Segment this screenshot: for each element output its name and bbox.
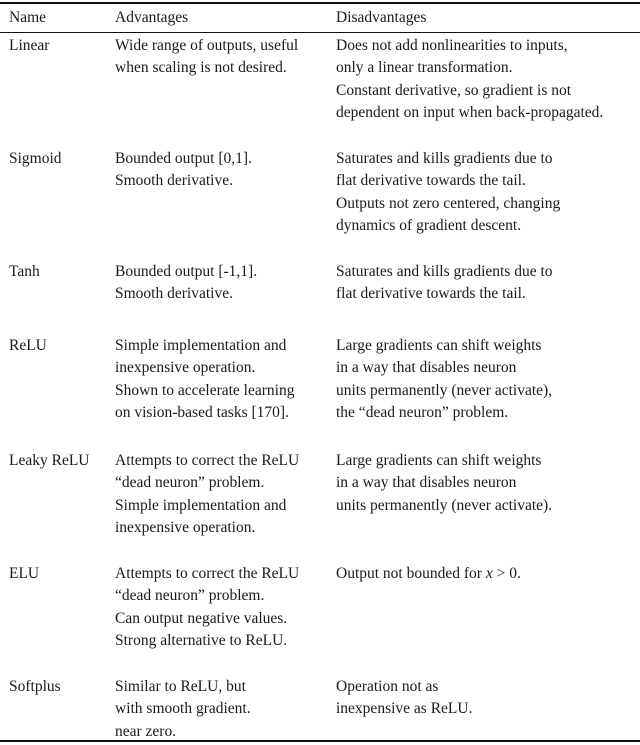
row-disadvantages: Saturates and kills gradients due to flat derivative towards the tail. Outputs not zero centered, changing dynamics of gradient descent. — [336, 150, 561, 235]
header-name: Name — [9, 9, 47, 26]
row-advantages: Attempts to correct the ReLU “dead neuron” problem. Can output negative values. Strong alternative to ReLU. — [115, 565, 300, 650]
bottom-rule — [0, 740, 640, 742]
row-name: Leaky ReLU — [9, 452, 90, 469]
row-advantages: Wide range of outputs, useful when scaling is not desired. — [115, 37, 299, 77]
row-advantages: Simple implementation and inexpensive operation. Shown to accelerate learning on vision-based tasks [170]. — [115, 337, 295, 422]
row-name: Tanh — [9, 263, 40, 280]
header-disadvantages: Disadvantages — [336, 9, 427, 26]
header-advantages: Advantages — [115, 9, 189, 26]
row-disadvantages — [336, 563, 636, 585]
math-variable: x — [485, 565, 493, 582]
row-advantages: Attempts to correct the ReLU “dead neuron” problem. Simple implementation and inexpensive operation. — [115, 452, 300, 537]
row-disadvantages: Large gradients can shift weights in a way that disables neuron units permanently (never activate), the “dead neuron” problem. — [336, 337, 553, 422]
row-name: ReLU — [9, 337, 47, 354]
row-disadvantages: Does not add nonlinearities to inputs, only a linear transformation. Constant derivative, so gradient is not dependent on input when back-propagated. — [336, 37, 604, 122]
row-name: Linear — [9, 37, 50, 54]
row-advantages: Similar to ReLU, but with smooth gradient. near zero. — [115, 678, 251, 740]
row-disadvantages: Saturates and kills gradients due to flat derivative towards the tail. — [336, 263, 553, 303]
row-name: Softplus — [9, 678, 61, 695]
elu-disadvantage-line: Output not bounded for x > 0. — [336, 565, 521, 582]
row-advantages: Bounded output [-1,1]. Smooth derivative. — [115, 263, 258, 303]
header-rule — [0, 32, 640, 33]
row-disadvantages: Operation not as inexpensive as ReLU. — [336, 678, 473, 718]
row-name: Sigmoid — [9, 150, 62, 167]
row-name: ELU — [9, 565, 40, 582]
row-disadvantages: Large gradients can shift weights in a way that disables neuron units permanently (never activate). — [336, 452, 553, 514]
top-rule — [0, 2, 640, 4]
row-advantages: Bounded output [0,1]. Smooth derivative. — [115, 150, 252, 190]
